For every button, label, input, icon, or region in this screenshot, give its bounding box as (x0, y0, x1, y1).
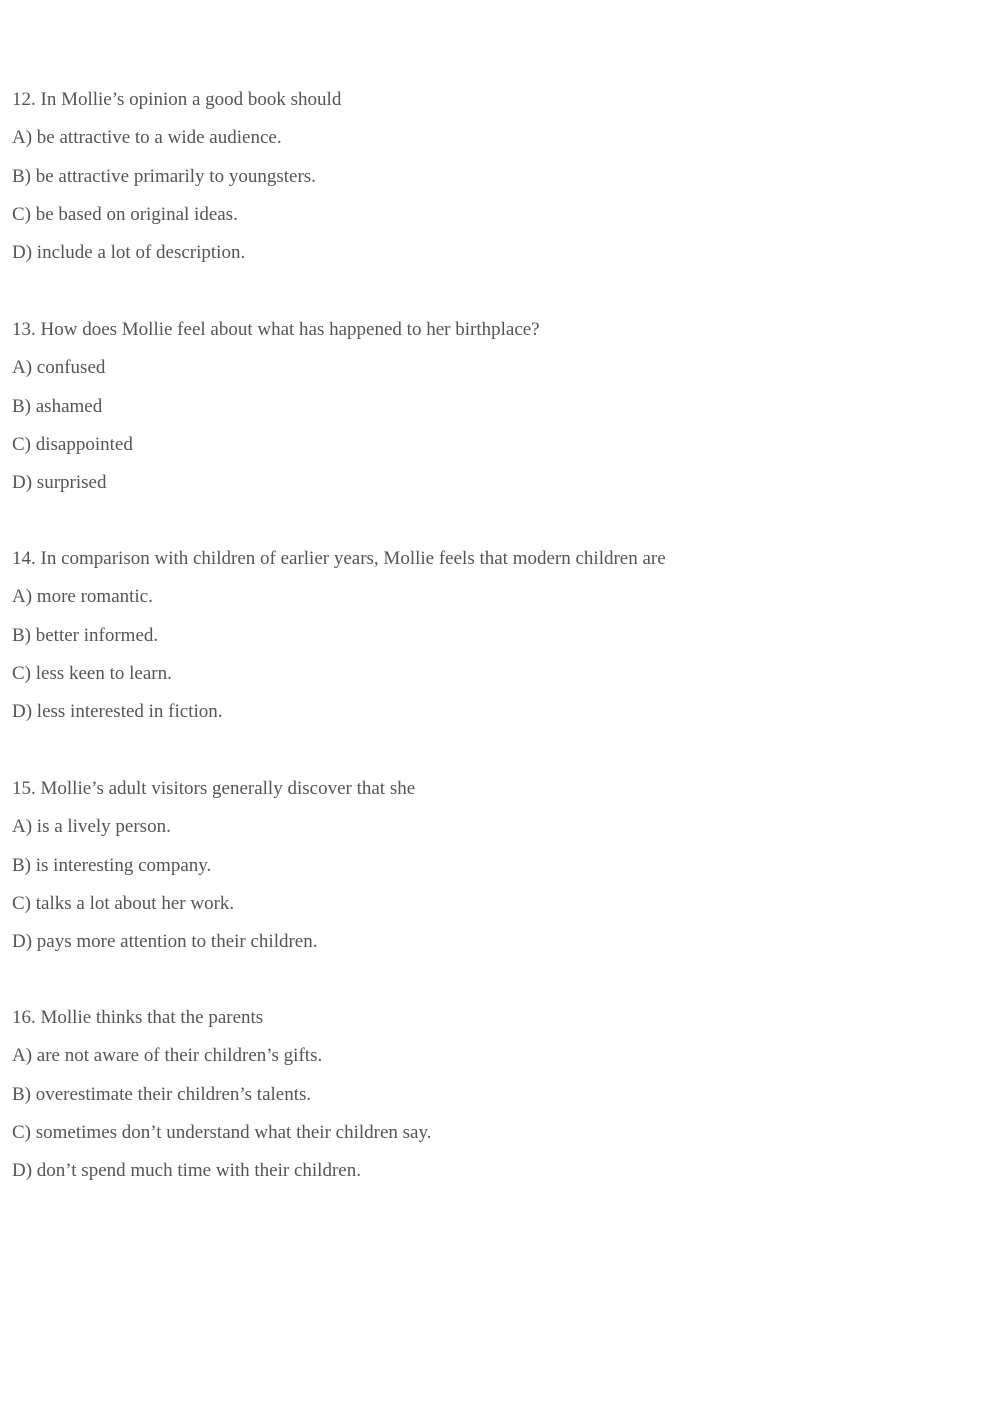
answer-option-a: A) are not aware of their children’s gifts. (12, 1045, 323, 1067)
answer-option-c: C) talks a lot about her work. (12, 892, 235, 914)
answer-option-b: B) better informed. (12, 624, 159, 646)
answer-option-a: A) be attractive to a wide audience. (12, 127, 282, 149)
answer-option-c: C) be based on original ideas. (12, 203, 238, 225)
question-stem: 14. In comparison with children of earlier years, Mollie feels that modern children are (12, 548, 666, 569)
answer-option-b: B) overestimate their children’s talents. (12, 1083, 312, 1105)
answer-option-c: C) sometimes don’t understand what their children say. (12, 1121, 432, 1143)
answer-option-b: B) ashamed (12, 395, 103, 417)
question-14 (12, 547, 972, 738)
answer-option-d: D) surprised (12, 472, 107, 494)
question-stem: 13. How does Mollie feel about what has happened to her birthplace? (12, 319, 540, 340)
answer-option-a: A) is a lively person. (12, 816, 171, 838)
question-15 (12, 777, 972, 968)
answer-option-a: A) more romantic. (12, 586, 153, 608)
answer-option-b: B) be attractive primarily to youngsters. (12, 165, 316, 187)
answer-option-a: A) confused (12, 357, 106, 379)
question-13 (12, 318, 972, 509)
question-16 (12, 1006, 972, 1197)
answer-option-d: D) don’t spend much time with their children. (12, 1160, 361, 1182)
answer-option-d: D) include a lot of description. (12, 242, 246, 264)
answer-option-d: D) less interested in fiction. (12, 701, 223, 723)
answer-option-b: B) is interesting company. (12, 854, 212, 876)
question-stem: 12. In Mollie’s opinion a good book should (12, 89, 342, 110)
question-12 (12, 88, 972, 279)
answer-option-d: D) pays more attention to their children. (12, 931, 318, 953)
question-stem: 15. Mollie’s adult visitors generally discover that she (12, 778, 416, 799)
answer-option-c: C) disappointed (12, 433, 133, 455)
question-stem: 16. Mollie thinks that the parents (12, 1007, 264, 1028)
answer-option-c: C) less keen to learn. (12, 662, 172, 684)
